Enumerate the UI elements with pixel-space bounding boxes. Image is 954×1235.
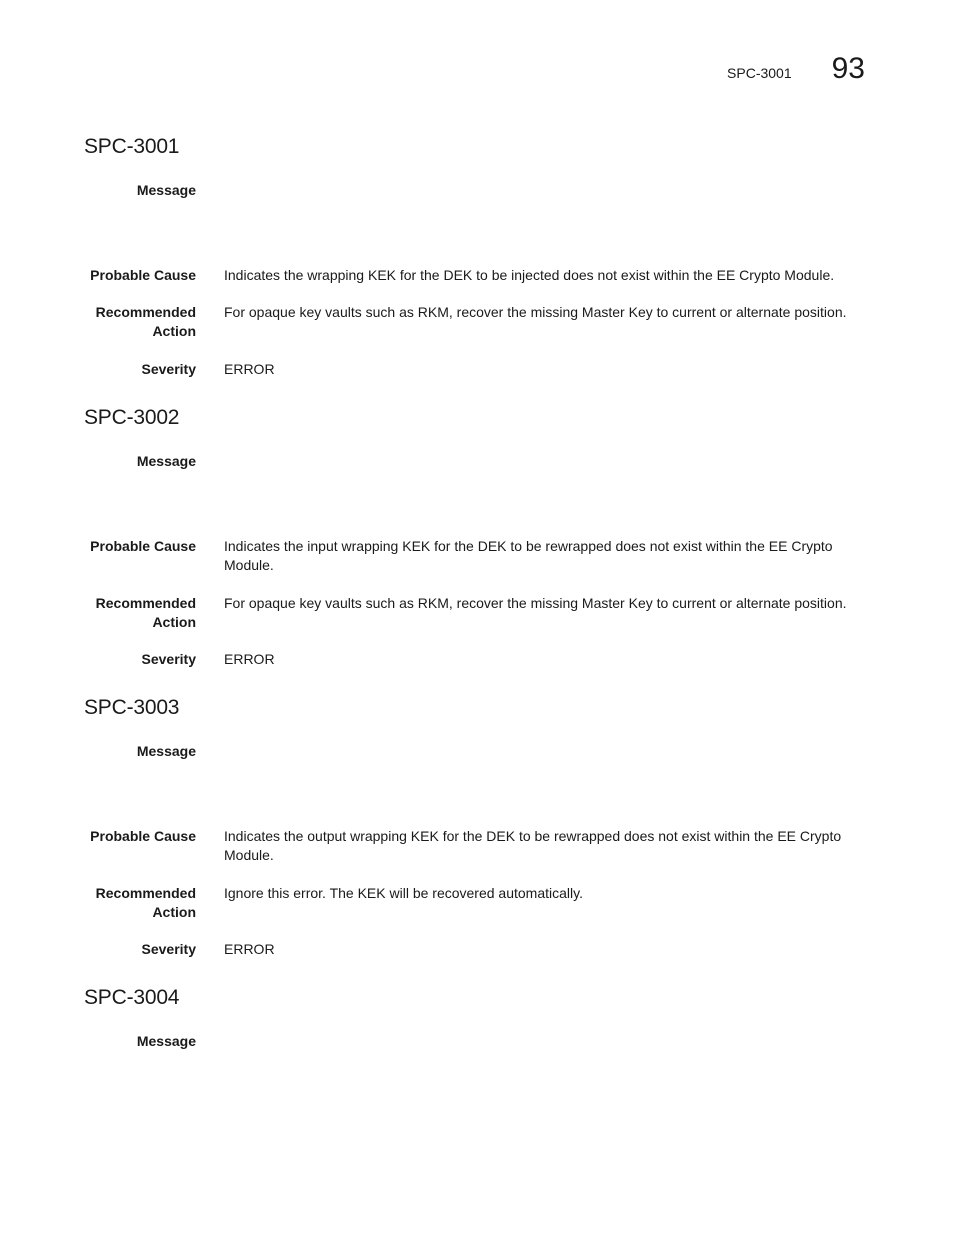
entry-title: SPC-3003: [84, 696, 180, 719]
recommended-label-line1: Recommended: [95, 885, 196, 901]
page-header: [727, 52, 865, 86]
message-label: Message: [136, 182, 196, 198]
recommended-action-label: [84, 884, 196, 922]
message-label: Message: [136, 453, 196, 469]
entry-spc-3001: [84, 134, 874, 377]
recommended-action-text: Ignore this error. The KEK will be recovered automatically.: [224, 885, 583, 901]
entry-spc-3003: [84, 695, 874, 957]
probable-cause-label: Probable Cause: [90, 538, 196, 554]
severity-value: ERROR: [224, 941, 275, 957]
probable-cause-text: Indicates the wrapping KEK for the DEK to be injected does not exist within the EE Crypto Module.: [224, 267, 835, 283]
recommended-label-line2: Action: [152, 614, 196, 630]
recommended-action-text: For opaque key vaults such as RKM, recover the missing Master Key to current or alternate position.: [224, 595, 847, 611]
entry-spc-3002: [84, 405, 874, 667]
probable-cause-text: Indicates the input wrapping KEK for the DEK to be rewrapped does not exist within the EE Crypto Module.: [224, 538, 833, 573]
entry-title: SPC-3002: [84, 406, 180, 429]
recommended-label-line1: Recommended: [95, 304, 196, 320]
recommended-label-line2: Action: [152, 904, 196, 920]
probable-cause-label: Probable Cause: [90, 267, 196, 283]
recommended-label-line2: Action: [152, 323, 196, 339]
header-section-ref: SPC-3001: [727, 65, 792, 81]
entry-title: SPC-3001: [84, 135, 180, 158]
header-chapter-number: 93: [831, 52, 865, 85]
recommended-label-line1: Recommended: [95, 595, 196, 611]
severity-label: Severity: [141, 361, 196, 377]
message-label: Message: [136, 743, 196, 759]
recommended-action-label: [84, 303, 196, 341]
probable-cause-text: Indicates the output wrapping KEK for the DEK to be rewrapped does not exist within the EE Crypto Module.: [224, 828, 842, 863]
entry-spc-3004: [84, 985, 874, 1049]
probable-cause-label: Probable Cause: [90, 828, 196, 844]
recommended-action-text: For opaque key vaults such as RKM, recover the missing Master Key to current or alternate position.: [224, 304, 847, 320]
message-label: Message: [136, 1033, 196, 1049]
severity-label: Severity: [141, 651, 196, 667]
recommended-action-label: [84, 594, 196, 632]
severity-label: Severity: [141, 941, 196, 957]
severity-value: ERROR: [224, 651, 275, 667]
entry-title: SPC-3004: [84, 986, 180, 1009]
severity-value: ERROR: [224, 361, 275, 377]
